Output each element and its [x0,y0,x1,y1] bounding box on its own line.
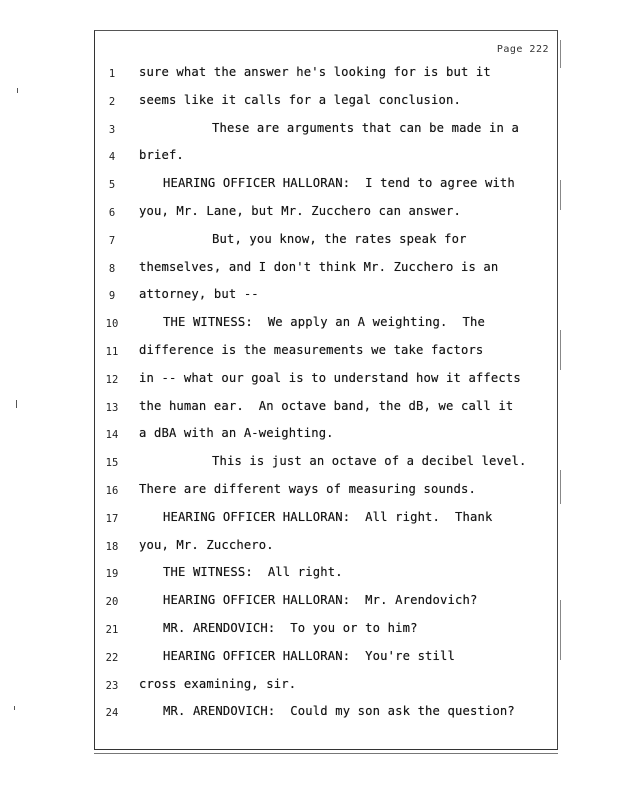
line-number: 18 [105,540,119,553]
transcript-line [95,481,557,501]
line-text: you, Mr. Lane, but Mr. Zucchero can answer. [139,204,461,218]
scan-mark [16,400,17,408]
transcript-line [95,648,557,668]
transcript-line [95,64,557,84]
line-text: sure what the answer he's looking for is but it [139,65,491,79]
line-text: But, you know, the rates speak for [212,231,467,246]
transcript-line [95,592,557,612]
line-text: HEARING OFFICER HALLORAN: All right. Thank [163,509,493,524]
line-text: This is just an octave of a decibel level. [212,454,527,469]
line-number: 8 [108,262,116,275]
line-number: 10 [105,318,119,331]
transcript-line [95,564,557,584]
line-text: in -- what our goal is to understand how it affects [139,370,521,385]
line-number: 24 [105,707,119,720]
line-number: 23 [105,679,119,692]
line-number: 15 [105,457,119,470]
transcript-line [95,398,557,418]
transcript-line [95,676,557,696]
line-number: 17 [105,512,119,525]
line-number: 9 [108,290,116,303]
scan-speckle [560,40,561,68]
transcript-line [95,703,557,723]
line-number: 21 [105,624,119,636]
line-number: 5 [108,179,116,192]
line-text: THE WITNESS: All right. [163,565,343,580]
line-number: 13 [105,401,119,414]
line-number: 14 [105,429,119,442]
transcript-line [95,425,557,445]
line-number: 7 [108,234,116,247]
scan-speckle [560,330,561,370]
line-number: 19 [105,568,119,581]
transcript-line [95,231,557,251]
line-text: HEARING OFFICER HALLORAN: Mr. Arendovich? [163,593,478,608]
transcript-frame [94,30,558,750]
transcript-line [95,175,557,195]
transcript-line [95,286,557,306]
transcript-line [95,509,557,529]
line-text: themselves, and I don't think Mr. Zucchero is an [139,259,499,274]
line-text: the human ear. An octave band, the dB, we call it [139,398,514,413]
transcript-line [95,537,557,557]
line-text: cross examining, sir. [139,676,297,691]
transcript-line [95,203,557,223]
scan-mark [17,88,18,93]
line-number: 11 [105,346,119,358]
transcript-line [95,259,557,279]
line-text: HEARING OFFICER HALLORAN: You're still [163,648,456,663]
scan-speckle [560,600,561,660]
line-number: 12 [105,373,119,386]
scan-speckle [560,470,561,504]
transcript-line [95,147,557,167]
line-number: 20 [105,596,119,609]
line-number: 16 [105,485,119,497]
scan-mark [14,706,15,710]
line-text: MR. ARENDOVICH: Could my son ask the question? [163,704,515,719]
line-text: These are arguments that can be made in a [212,120,519,135]
line-text: seems like it calls for a legal conclusion. [139,92,461,107]
line-text: difference is the measurements we take factors [139,343,484,357]
transcript-line [95,342,557,362]
line-number: 3 [108,123,116,136]
transcript-line [95,453,557,473]
line-text: attorney, but -- [139,287,259,302]
page-number: Page 222 [496,44,549,55]
transcript-line [95,120,557,140]
line-number: 1 [108,68,116,80]
line-text: a dBA with an A-weighting. [139,426,334,441]
line-number: 4 [108,151,116,164]
transcript-line [95,92,557,112]
line-number: 6 [108,207,116,219]
transcript-line [95,370,557,390]
line-text: THE WITNESS: We apply an A weighting. The [163,315,485,330]
line-text: you, Mr. Zucchero. [139,537,274,552]
line-text: MR. ARENDOVICH: To you or to him? [163,621,418,635]
scan-speckle [560,180,561,210]
line-text: HEARING OFFICER HALLORAN: I tend to agree with [163,176,515,191]
transcript-line [95,620,557,640]
line-number: 22 [105,651,119,664]
frame-bottom-rule [94,753,558,754]
line-text: There are different ways of measuring sounds. [139,482,476,496]
line-number: 2 [108,95,116,108]
line-text: brief. [139,148,184,163]
transcript-line [95,314,557,334]
